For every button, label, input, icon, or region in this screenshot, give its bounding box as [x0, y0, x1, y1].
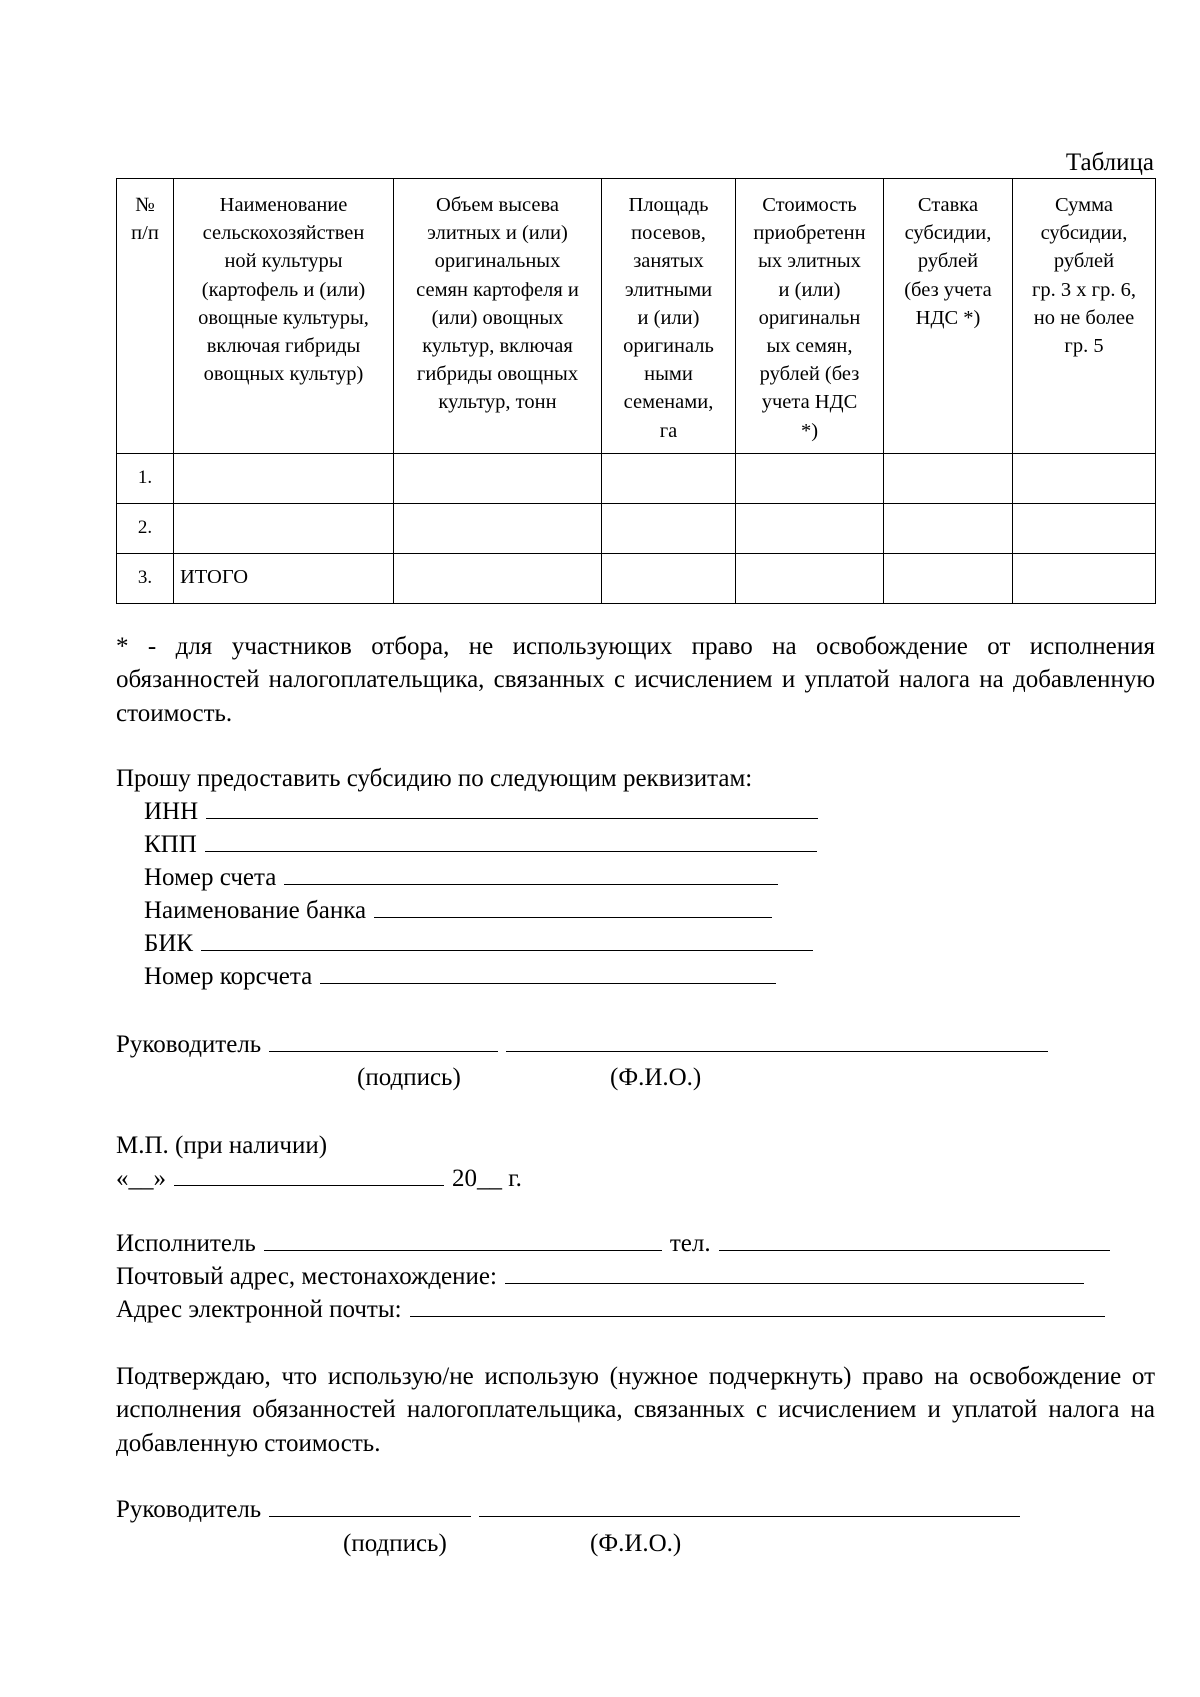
head-signature-line-2 [116, 1494, 1020, 1525]
postal-line [116, 1261, 1084, 1292]
cost-cell[interactable] [736, 453, 884, 503]
total-label: ИТОГО [174, 553, 394, 603]
row-number: 2. [117, 503, 174, 553]
sum-total-cell[interactable] [1013, 553, 1156, 603]
postal-label: Почтовый адрес, местонахождение: [116, 1263, 497, 1290]
col-header-crop: Наименование сельскохозяйствен ной культуры (картофель и (или) овощные культуры, включая гибриды овощных культур) [174, 179, 394, 454]
executor-input[interactable] [264, 1249, 662, 1251]
bik-field [144, 928, 813, 959]
row-number: 1. [117, 453, 174, 503]
corr-account-input[interactable] [320, 982, 776, 984]
volume-cell[interactable] [394, 453, 602, 503]
rate-cell[interactable] [884, 503, 1013, 553]
rate-total-cell[interactable] [884, 553, 1013, 603]
kpp-input[interactable] [205, 850, 817, 852]
account-input[interactable] [284, 883, 778, 885]
bik-label: БИК [144, 930, 194, 957]
account-field [144, 862, 778, 893]
sum-cell[interactable] [1013, 453, 1156, 503]
date-day: «__» [116, 1165, 166, 1192]
signature-hint-2: (подпись) [343, 1530, 447, 1557]
head-label-2: Руководитель [116, 1496, 262, 1523]
subsidy-table [116, 178, 1156, 604]
crop-cell[interactable] [174, 503, 394, 553]
vat-confirmation: Подтверждаю, что использую/не использую (нужное подчеркнуть) право на освобождение от исполнения обязанностей налогоплательщика, связанных с исчислением и уплатой налога на добавленную стоимость. [116, 1363, 1155, 1457]
corr-account-field [144, 961, 776, 992]
bank-label: Наименование банка [144, 897, 367, 924]
table-row [117, 503, 1156, 553]
phone-input[interactable] [719, 1249, 1110, 1251]
executor-label: Исполнитель [116, 1230, 256, 1257]
volume-total-cell[interactable] [394, 553, 602, 603]
col-header-volume: Объем высева элитных и (или) оригинальных семян картофеля и (или) овощных культур, включая гибриды овощных культур, тонн [394, 179, 602, 454]
email-line [116, 1294, 1105, 1325]
head-signature-line [116, 1029, 1048, 1060]
name-hint: (Ф.И.О.) [610, 1064, 702, 1091]
date-month-input[interactable] [174, 1184, 444, 1186]
inn-label: ИНН [144, 798, 199, 825]
bank-input[interactable] [374, 916, 772, 918]
area-cell[interactable] [602, 453, 736, 503]
col-header-area: Площадь посевов, занятых элитными и (или) оригиналь ными семенами, га [602, 179, 736, 454]
head-signature-input[interactable] [269, 1050, 498, 1052]
head-name-input[interactable] [506, 1050, 1048, 1052]
volume-cell[interactable] [394, 503, 602, 553]
bank-field [144, 895, 772, 926]
head-label: Руководитель [116, 1031, 262, 1058]
col-header-number: № п/п [117, 179, 174, 454]
kpp-field [144, 829, 817, 860]
email-label: Адрес электронной почты: [116, 1296, 402, 1323]
head-signature-input-2[interactable] [269, 1515, 471, 1517]
col-header-rate: Ставка субсидии, рублей (без учета НДС *) [884, 179, 1013, 454]
rate-cell[interactable] [884, 453, 1013, 503]
col-header-cost: Стоимость приобретенн ых элитных и (или) оригинальн ых семян, рублей (без учета НДС *) [736, 179, 884, 454]
email-input[interactable] [410, 1315, 1105, 1317]
footnote: * - для участников отбора, не использующих право на освобождение от исполнения обязанностей налогоплательщика, связанных с исчислением и уплатой налога на добавленную стоимость. [116, 633, 1155, 727]
table-caption: Таблица [1065, 149, 1154, 176]
sum-cell[interactable] [1013, 503, 1156, 553]
kpp-label: КПП [144, 831, 197, 858]
postal-input[interactable] [505, 1282, 1084, 1284]
account-label: Номер счета [144, 864, 277, 891]
row-number: 3. [117, 553, 174, 603]
executor-line [116, 1228, 1110, 1259]
table-row-total [117, 553, 1156, 603]
crop-cell[interactable] [174, 453, 394, 503]
table-row [117, 453, 1156, 503]
date-line [116, 1163, 522, 1194]
date-year: 20__ г. [452, 1165, 522, 1192]
cost-cell[interactable] [736, 503, 884, 553]
col-header-sum: Сумма субсидии, рублей гр. 3 х гр. 6, но не более гр. 5 [1013, 179, 1156, 454]
name-hint-2: (Ф.И.О.) [590, 1530, 682, 1557]
cost-total-cell[interactable] [736, 553, 884, 603]
head-name-input-2[interactable] [479, 1515, 1020, 1517]
bik-input[interactable] [201, 949, 813, 951]
phone-label: тел. [669, 1230, 711, 1257]
area-cell[interactable] [602, 503, 736, 553]
corr-account-label: Номер корсчета [144, 963, 313, 990]
inn-field [144, 796, 818, 827]
requisites-intro: Прошу предоставить субсидию по следующим реквизитам: [116, 765, 753, 792]
table-header-row [117, 179, 1156, 454]
inn-input[interactable] [206, 817, 818, 819]
signature-hint: (подпись) [357, 1064, 461, 1091]
area-total-cell[interactable] [602, 553, 736, 603]
stamp-label: М.П. (при наличии) [116, 1132, 328, 1159]
